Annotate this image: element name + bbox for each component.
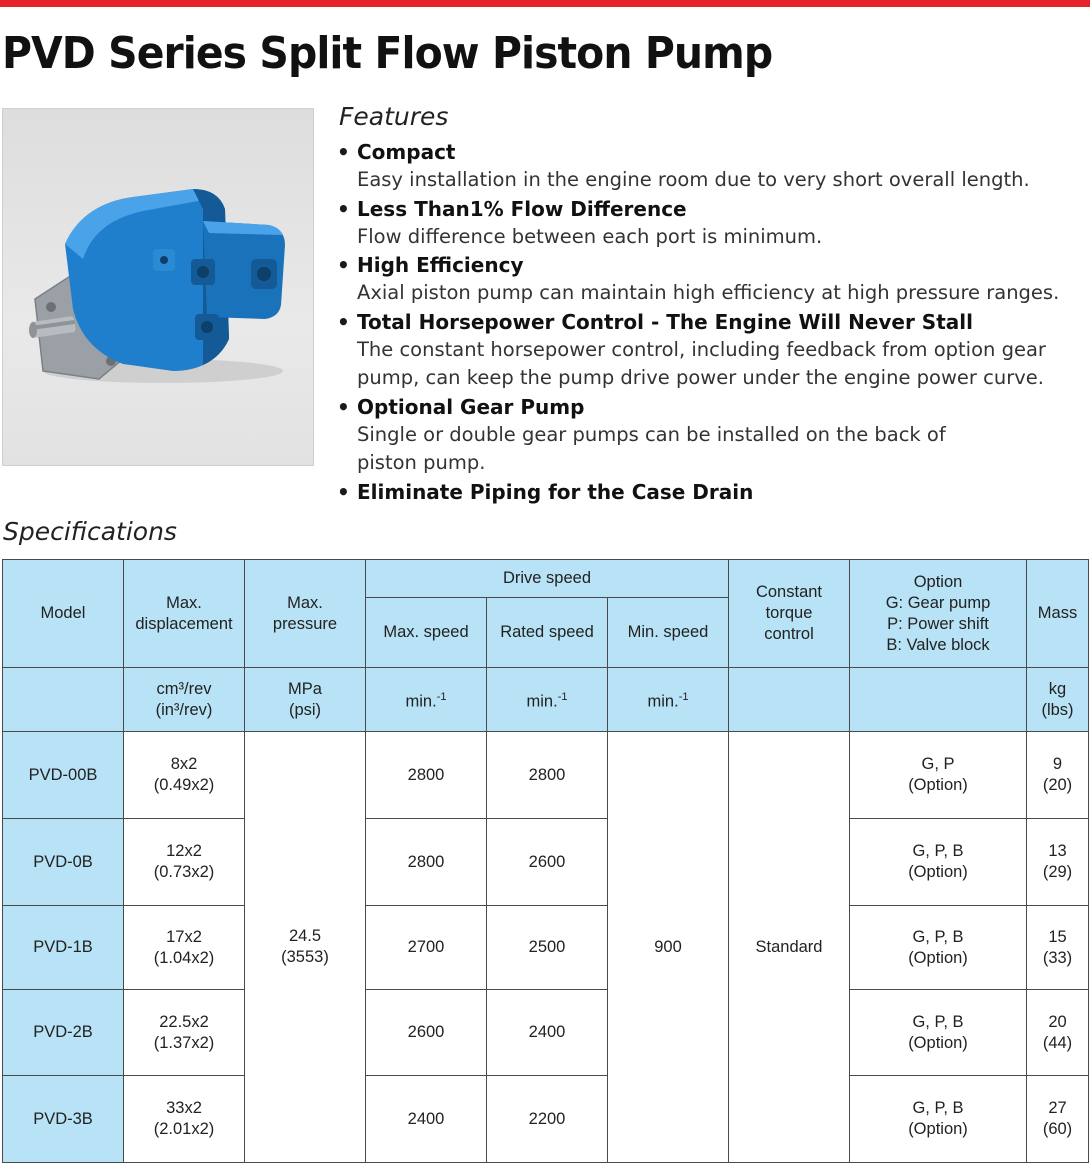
header-option: Option G: Gear pump P: Power shift B: Valve block <box>850 560 1027 668</box>
bullet-icon: • <box>337 479 350 504</box>
bullet-icon: • <box>337 196 350 221</box>
cell-rated-speed: 2600 <box>487 819 608 906</box>
header-model: Model <box>3 560 124 668</box>
cell-rated-speed: 2500 <box>487 906 608 990</box>
feature-item-case-drain <box>337 478 1087 506</box>
cell-displacement: 22.5x2 (1.37x2) <box>124 990 245 1076</box>
feature-desc: Easy installation in the engine room due to very short overall length. <box>357 168 1030 191</box>
top-accent-bar <box>0 0 1090 7</box>
feature-item-compact <box>337 138 1087 195</box>
specifications-heading: Specifications <box>3 517 177 546</box>
cell-rated-speed: 2400 <box>487 990 608 1076</box>
cell-model: PVD-0B <box>3 819 124 906</box>
specifications-table <box>2 559 1089 1163</box>
cell-max-speed: 2800 <box>366 819 487 906</box>
table-row <box>3 1076 1089 1163</box>
header-drive-speed: Drive speed <box>366 560 729 598</box>
feature-item-horsepower-control <box>337 308 1087 393</box>
cell-mass: 20 (44) <box>1027 990 1089 1076</box>
cell-option: G, P (Option) <box>850 732 1027 819</box>
table-row <box>3 819 1089 906</box>
unit-mass: kg (lbs) <box>1027 668 1089 732</box>
feature-item-optional-gear-pump <box>337 393 1087 478</box>
feature-desc: Axial piston pump can maintain high efficiency at high pressure ranges. <box>357 281 1060 304</box>
feature-desc: Flow difference between each port is minimum. <box>357 224 823 248</box>
header-max-pressure: Max. pressure <box>245 560 366 668</box>
header-constant-torque-control: Constant torque control <box>729 560 850 668</box>
table-row <box>3 732 1089 819</box>
feature-title: Total Horsepower Control - The Engine Will Never Stall <box>357 309 973 334</box>
cell-model: PVD-2B <box>3 990 124 1076</box>
unit-option <box>850 668 1027 732</box>
table-row <box>3 990 1089 1076</box>
cell-constant-torque: Standard <box>729 732 850 1163</box>
feature-desc: The constant horsepower control, including feedback from option gear <box>357 337 1046 361</box>
unit-rated-speed: min.$^{-1}$ <box>487 668 608 732</box>
product-photo <box>2 108 314 466</box>
cell-displacement: 8x2 (0.49x2) <box>124 732 245 819</box>
header-mass: Mass <box>1027 560 1089 668</box>
feature-title: Compact <box>357 140 456 164</box>
feature-item-high-efficiency <box>337 251 1087 308</box>
cell-max-speed: 2400 <box>366 1076 487 1163</box>
table-row <box>3 906 1089 990</box>
cell-model: PVD-3B <box>3 1076 124 1163</box>
cell-max-speed: 2700 <box>366 906 487 990</box>
cell-max-speed: 2600 <box>366 990 487 1076</box>
cell-mass: 27 (60) <box>1027 1076 1089 1163</box>
cell-displacement: 33x2 (2.01x2) <box>124 1076 245 1163</box>
unit-constant-torque <box>729 668 850 732</box>
feature-title: High Efficiency <box>357 253 524 277</box>
unit-max-speed: min.$^{-1}$ <box>366 668 487 732</box>
feature-list <box>337 138 1087 506</box>
cell-model: PVD-00B <box>3 732 124 819</box>
feature-title: Eliminate Piping for the Case Drain <box>357 479 754 504</box>
cell-max-pressure: 24.5 (3553) <box>245 732 366 1163</box>
cell-rated-speed: 2200 <box>487 1076 608 1163</box>
feature-desc: Single or double gear pumps can be installed on the back of <box>357 422 946 446</box>
cell-displacement: 12x2 (0.73x2) <box>124 819 245 906</box>
bullet-icon: • <box>337 253 350 277</box>
feature-desc: pump, can keep the pump drive power under the engine power curve. <box>357 366 1044 389</box>
feature-title: Optional Gear Pump <box>357 394 585 419</box>
piston-pump-illustration <box>3 109 315 467</box>
features-heading: Features <box>339 102 449 131</box>
feature-item-flow-difference <box>337 195 1087 252</box>
cell-option: G, P, B (Option) <box>850 819 1027 906</box>
cell-rated-speed: 2800 <box>487 732 608 819</box>
cell-mass: 13 (29) <box>1027 819 1089 906</box>
unit-model <box>3 668 124 732</box>
cell-option: G, P, B (Option) <box>850 1076 1027 1163</box>
cell-min-speed: 900 <box>608 732 729 1163</box>
feature-desc: piston pump. <box>357 451 486 474</box>
cell-displacement: 17x2 (1.04x2) <box>124 906 245 990</box>
feature-title: Less Than1% Flow Difference <box>357 196 687 221</box>
cell-option: G, P, B (Option) <box>850 990 1027 1076</box>
bullet-icon: • <box>337 394 350 419</box>
cell-model: PVD-1B <box>3 906 124 990</box>
unit-min-speed: min.$^{-1}$ <box>608 668 729 732</box>
cell-max-speed: 2800 <box>366 732 487 819</box>
cell-mass: 9 (20) <box>1027 732 1089 819</box>
header-max-displacement: Max. displacement <box>124 560 245 668</box>
header-rated-speed: Rated speed <box>487 598 608 668</box>
unit-displacement: cm³/rev (in³/rev) <box>124 668 245 732</box>
bullet-icon: • <box>337 140 350 164</box>
page-title: PVD Series Split Flow Piston Pump <box>2 28 773 79</box>
unit-pressure: MPa (psi) <box>245 668 366 732</box>
cell-mass: 15 (33) <box>1027 906 1089 990</box>
cell-option: G, P, B (Option) <box>850 906 1027 990</box>
header-min-speed: Min. speed <box>608 598 729 668</box>
bullet-icon: • <box>337 309 350 334</box>
header-max-speed: Max. speed <box>366 598 487 668</box>
